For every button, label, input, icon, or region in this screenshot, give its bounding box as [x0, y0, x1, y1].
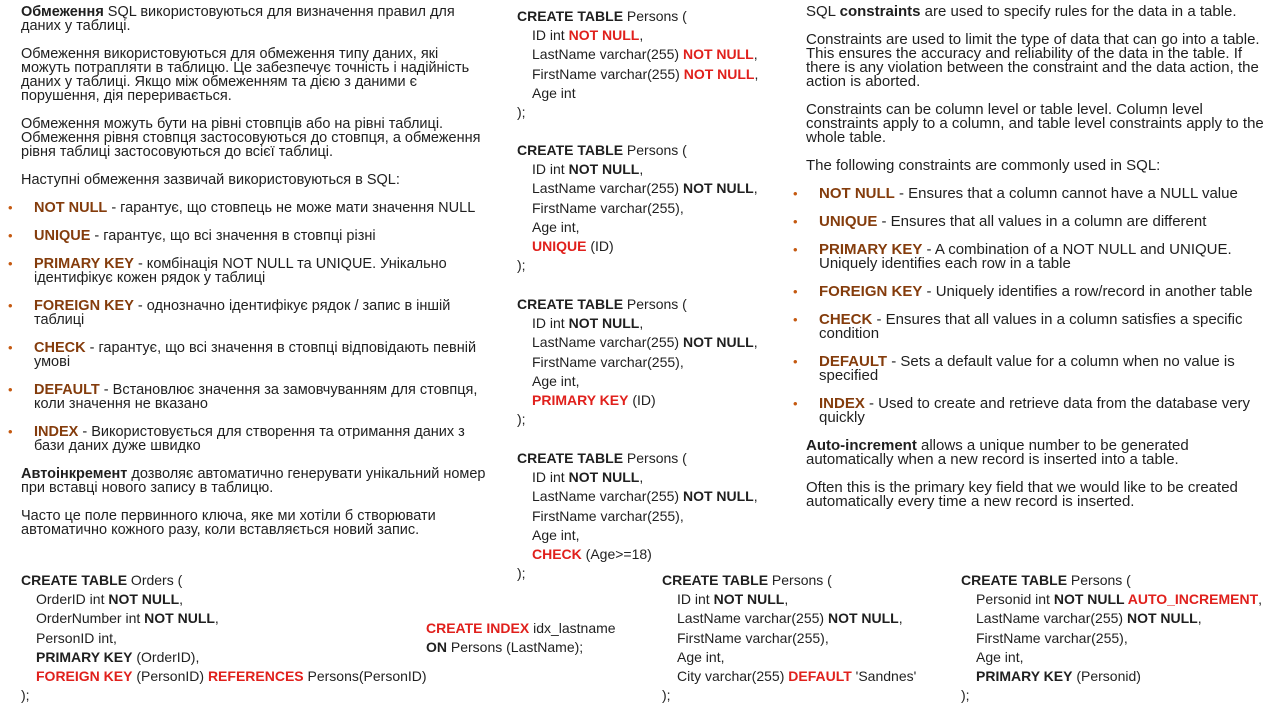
uk-constraint-keyword: PRIMARY KEY — [34, 256, 134, 272]
en-constraint-item — [793, 213, 1272, 230]
code-create-index: CREATE INDEX idx_lastname ON Persons (LastName); — [426, 620, 616, 656]
uk-last-paragraph: Часто це поле первинного ключа, яке ми хотіли б створювати автоматично кожного разу, коли вставляється новий запис. — [21, 508, 436, 538]
en-constraint-keyword: PRIMARY KEY — [819, 241, 923, 258]
en-constraint-keyword: DEFAULT — [819, 353, 888, 370]
code-primary-key: CREATE TABLE Persons ( ID int NOT NULL, LastName varchar(255) NOT NULL, FirstName varchar(255), Age int, PRIMARY KEY (ID) ); — [517, 296, 758, 428]
uk-constraint-description: - комбінація NOT NULL та UNIQUE. Унікально ідентифікує кожен рядок у таблиці — [34, 256, 447, 286]
bullet-icon: • — [8, 298, 13, 313]
uk-constraint-list — [8, 200, 491, 454]
uk-constraint-description: - Встановлює значення за замовчуванням для стовпця, коли значення не вказано — [34, 382, 478, 412]
bullet-icon: • — [8, 382, 13, 397]
en-auto-increment: Auto-increment allows a unique number to be generated automatically when a new record is inserted into a table. — [806, 437, 1189, 468]
uk-constraint-description: - гарантує, що всі значення в стовпці різні — [90, 228, 376, 244]
code-unique: CREATE TABLE Persons ( ID int NOT NULL, LastName varchar(255) NOT NULL, FirstName varchar(255), Age int, UNIQUE (ID) ); — [517, 142, 758, 274]
bullet-icon: • — [793, 186, 798, 201]
uk-constraint-item — [8, 340, 491, 370]
english-column — [793, 0, 1272, 510]
bullet-icon: • — [8, 340, 13, 355]
en-constraint-description: - Used to create and retrieve data from the database very quickly — [819, 395, 1251, 426]
en-constraint-list — [793, 185, 1272, 426]
code-default: CREATE TABLE Persons ( ID int NOT NULL, LastName varchar(255) NOT NULL, FirstName varchar(255), Age int, City varchar(255) DEFAULT 'Sandnes' ); — [662, 572, 917, 704]
bullet-icon: • — [793, 242, 798, 257]
bullet-icon: • — [793, 312, 798, 327]
uk-constraint-keyword: UNIQUE — [34, 228, 91, 244]
uk-paragraph-2: Обмеження використовуються для обмеження типу даних, які можуть потрапляти в таблицю. Це забезпечує точність і надійність даних у таблиці. Якщо між обмеженням та дією з даними є порушення, дія переривається. — [21, 46, 470, 104]
en-constraint-description: - Ensures that all values in a column are different — [877, 213, 1207, 230]
bullet-icon: • — [793, 354, 798, 369]
en-constraint-keyword: NOT NULL — [819, 185, 895, 202]
uk-constraint-item — [8, 200, 491, 216]
uk-constraint-description: - гарантує, що всі значення в стовпці відповідають певній умові — [34, 340, 477, 370]
en-constraint-item — [793, 353, 1272, 384]
bullet-icon: • — [793, 396, 798, 411]
uk-constraint-keyword: DEFAULT — [34, 382, 100, 398]
en-constraint-keyword: FOREIGN KEY — [819, 283, 923, 300]
en-constraint-keyword: CHECK — [819, 311, 873, 328]
uk-constraint-item — [8, 382, 491, 412]
en-constraint-item — [793, 185, 1272, 202]
bullet-icon: • — [8, 200, 13, 215]
en-constraint-item — [793, 241, 1272, 272]
uk-constraint-item — [8, 298, 491, 328]
uk-constraint-description: - Використовується для створення та отримання даних з бази даних дуже швидко — [34, 424, 465, 454]
code-check: CREATE TABLE Persons ( ID int NOT NULL, LastName varchar(255) NOT NULL, FirstName varchar(255), Age int, CHECK (Age>=18) ); — [517, 450, 758, 582]
code-foreign-key: CREATE TABLE Orders ( OrderID int NOT NULL, OrderNumber int NOT NULL, PersonID int, PRIMARY KEY (OrderID), FOREIGN KEY (PersonID) REFERENCES Persons(PersonID) ); — [21, 572, 427, 704]
ukrainian-column — [8, 0, 491, 538]
uk-constraint-keyword: INDEX — [34, 424, 79, 440]
uk-constraint-description: - гарантує, що стовпець не може мати значення NULL — [107, 200, 476, 216]
en-intro: SQL constraints are used to specify rules for the data in a table. — [806, 3, 1237, 20]
en-constraint-description: - Uniquely identifies a row/record in another table — [922, 283, 1253, 300]
uk-constraint-item — [8, 228, 491, 244]
en-last-paragraph: Often this is the primary key field that we would like to be created automatically every time a new record is inserted. — [806, 479, 1238, 510]
uk-auto-increment: Автоінкремент дозволяє автоматично генерувати унікальний номер при вставці нового запису в таблицю. — [21, 466, 486, 496]
uk-constraint-description: - однозначно ідентифікує рядок / запис в іншій таблиці — [34, 298, 451, 328]
uk-constraint-keyword: NOT NULL — [34, 200, 108, 216]
en-constraint-keyword: INDEX — [819, 395, 865, 412]
en-constraint-item — [793, 395, 1272, 426]
code-auto-increment: CREATE TABLE Persons ( Personid int NOT NULL AUTO_INCREMENT, LastName varchar(255) NOT NULL, FirstName varchar(255), Age int, PRIMARY KEY (Personid) ); — [961, 572, 1263, 704]
bullet-icon: • — [8, 256, 13, 271]
uk-paragraph-4: Наступні обмеження зазвичай використовуються в SQL: — [21, 172, 400, 188]
en-paragraph-3: Constraints can be column level or table level. Column level constraints apply to a column, and table level constraints apply to the whole table. — [806, 101, 1264, 146]
bullet-icon: • — [8, 424, 13, 439]
bullet-icon: • — [793, 214, 798, 229]
uk-paragraph-3: Обмеження можуть бути на рівні стовпців або на рівні таблиці. Обмеження рівня стовпця застосовуються до стовпця, а обмеження рівня таблиці застосовуються до всієї таблиці. — [21, 116, 481, 160]
en-paragraph-4: The following constraints are commonly used in SQL: — [806, 157, 1161, 174]
uk-intro: Обмеження SQL використовуються для визначення правил для даних у таблиці. — [21, 4, 455, 34]
en-constraint-description: - Sets a default value for a column when no value is specified — [819, 353, 1235, 384]
en-constraint-item — [793, 311, 1272, 342]
code-not-null: CREATE TABLE Persons ( ID int NOT NULL, LastName varchar(255) NOT NULL, FirstName varchar(255) NOT NULL, Age int ); — [517, 8, 759, 121]
uk-constraint-keyword: CHECK — [34, 340, 86, 356]
uk-constraint-item — [8, 424, 491, 454]
en-constraint-description: - Ensures that all values in a column satisfies a specific condition — [819, 311, 1243, 342]
uk-constraint-item — [8, 256, 491, 286]
en-constraint-description: - A combination of a NOT NULL and UNIQUE. Uniquely identifies each row in a table — [819, 241, 1232, 272]
bullet-icon: • — [8, 228, 13, 243]
en-constraint-keyword: UNIQUE — [819, 213, 878, 230]
bullet-icon: • — [793, 284, 798, 299]
en-constraint-item — [793, 283, 1272, 300]
uk-constraint-keyword: FOREIGN KEY — [34, 298, 134, 314]
en-paragraph-2: Constraints are used to limit the type of data that can go into a table. This ensures the accuracy and reliability of the data in the table. If there is any violation between the constraint and the data action, the action is aborted. — [806, 31, 1260, 90]
en-constraint-description: - Ensures that a column cannot have a NULL value — [894, 185, 1238, 202]
